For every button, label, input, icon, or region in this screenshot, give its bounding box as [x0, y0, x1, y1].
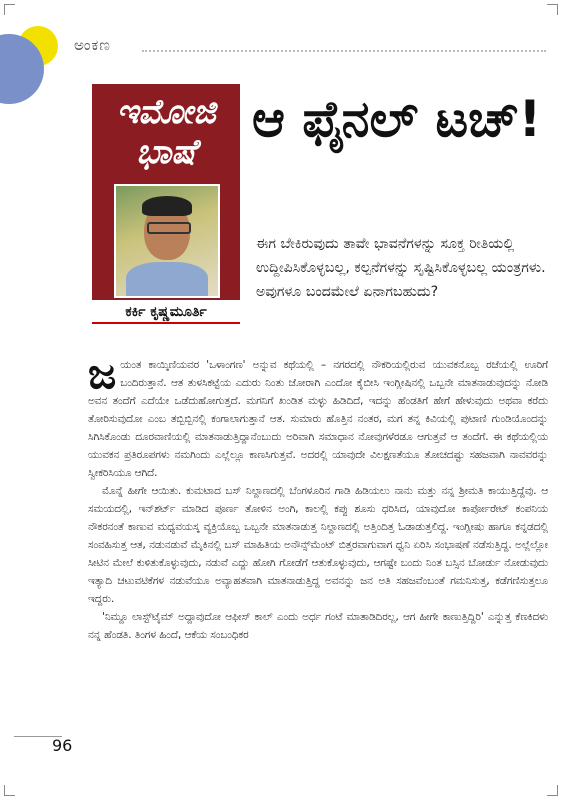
paragraph-3: 'ನಿಮ್ದೂ ಲಾಸ್ಟ್‌ಟೈಮ್ ಅದ್ದಾವುದೋ ಆಫೀಸ್ ಕಾಲ್ ಎಂದು ಅರ್ಧ ಗಂಟೆ ಮಾತಾಡಿದಿರಲ್ಲ, ಆಗ ಹೀಗೇ ಕಾಣುತ್ತಿದ್ದಿರಿ' ಎನ್ನುತ್ತ ಕೆಣಕಿದಳು ನನ್ನ ಹೆಂಡತಿ. ತಿಂಗಳ ಹಿಂದೆ, ಆಕೆಯ ಸಂಬಂಧಿಕರ — [88, 611, 548, 641]
column-name: ಇಮೋಜಿ ಭಾಷೆ — [116, 92, 216, 172]
paragraph-2: ಮೊನ್ನೆ ಹೀಗೇ ಆಯಿತು. ಕುಮಟಾದ ಬಸ್ ನಿಲ್ದಾಣದಲ್ಲಿ ಬೆಂಗಳೂರಿನ ಗಾಡಿ ಹಿಡಿಯಲು ನಾನು ಮತ್ತು ನನ್ನ ಶ್ರೀಮತಿ ಕಾಯುತ್ತಿದ್ದೆವು. ಆ ಸಮಯದಲ್ಲಿ, ಇನ್‌ಶರ್ಟ್ ಮಾಡಿದ ಪೂರ್ಣ ತೋಳಿನ ಅಂಗಿ, ಕಾಲಲ್ಲಿ ಕಪ್ಪು ಶೂಸು ಧರಿಸಿದ, ಯಾವುದೋ ಕಾರ್ಪೋರೇಟ್ ಕಂಪನಿಯ ನೌಕರನಂತೆ ಕಾಣುವ ಮಧ್ಯವಯಸ್ಕ ವ್ಯಕ್ತಿಯೊಬ್ಬ ಒಬ್ಬನೇ ಮಾತನಾಡುತ್ತ ನಿಲ್ದಾಣದಲ್ಲಿ ಅತ್ತಿಂದಿತ್ತ ಓಡಾಡುತ್ತಲಿದ್ದ. ಇಂಗ್ಲೀಷು ಹಾಗೂ ಕನ್ನಡದಲ್ಲಿ ಸಂವಹಿಸುತ್ತ ಆತ, ನಡುನಡುವೆ ಮೈಕಿನಲ್ಲಿ ಬಸ್ ಮಾಹಿತಿಯ ಅನೌನ್ಸ್‌ಮೆಂಟ್ ಬಿತ್ತರವಾಗುವಾಗ ಧ್ವನಿ ಏರಿಸಿ ಸಂಭಾಷಣೆ ನಡೆಸುತ್ತಿದ್ದ. ಅಲ್ಲೆಲ್ಲೋ ಸೀಟಿನ ಮೇಲೆ ಕುಳಿತುಕೊಳ್ಳುವುದು, ನಡುವೆ ಎದ್ದು ಹೋಗಿ ಗೋಡೆಗೆ ಆತುಕೊಳ್ಳುವುದು, ಆಗಷ್ಟೇ ಬಂದು ನಿಂತ ಬಸ್ಸಿನ ಬೋರ್ಡು ನೋಡುವುದು ಇತ್ಯಾದಿ ಚಟುವಟಿಕೆಗಳ ನಡುವೆಯೂ ಅವ್ಯಾಹತವಾಗಿ ಮಾತನಾಡುತ್ತಿದ್ದ ಅವನನ್ನು ಜನ ಅತಿ ಸಹಜವೆಂಬಂತೆ ಗಮನಿಸುತ್ತ, ಕಡೆಗಣಿಸುತ್ತಲೂ ಇದ್ದರು. — [88, 485, 548, 605]
photo-hair — [142, 196, 192, 216]
crop-mark-top-right — [547, 4, 558, 15]
photo-shirt — [126, 262, 208, 298]
author-name: ಕರ್ಕಿ ಕೃಷ್ಣಮೂರ್ತಿ — [125, 304, 207, 320]
standfirst: ಈಗ ಬೇಕಿರುವುದು ತಾವೇ ಭಾವನೆಗಳನ್ನು ಸೂಕ್ತ ರೀತಿಯಲ್ಲಿ ಉದ್ದೀಪಿಸಿಕೊಳ್ಳಬಲ್ಲ, ಕಲ್ಪನೆಗಳನ್ನು ಸೃಷ್ಟಿಸಿಕೊಳ್ಳಬಲ್ಲ ಯಂತ್ರಗಳು. ಅವುಗಳೂ ಬಂದಮೇಲೆ ಏನಾಗಬಹುದು? — [256, 236, 546, 300]
crop-mark-top-left — [4, 4, 15, 15]
author-underline — [92, 322, 240, 324]
drop-cap: ಜ — [88, 349, 117, 398]
column-banner — [92, 84, 240, 322]
crop-mark-bottom-left — [4, 785, 15, 796]
photo-glasses — [147, 222, 191, 234]
section-label: ಅಂಕಣ — [74, 36, 111, 54]
paragraph-1-text: ಯಂತ ಕಾಯ್ಕಿಣಿಯವರ 'ಒಳಾಂಗಣ' ಅನ್ನುವ ಕಥೆಯಲ್ಲಿ – ನಗರದಲ್ಲಿ ನೌಕರಿಯಲ್ಲಿರುವ ಯುವಕನೊಬ್ಬ ರಜೆಯಲ್ಲಿ ಊರಿಗೆ ಬಂದಿರುತ್ತಾನೆ. ಆತ ತುಳಸಿಕಟ್ಟೆಯ ಎದುರು ನಿಂತು ಜೋರಾಗಿ ಎಂದೋ ಕೈಬೀಸಿ ಇಂಗ್ಲೀಷಿನಲ್ಲಿ ಒಬ್ಬನೇ ಮಾತನಾಡುವುದನ್ನು ನೋಡಿ ಅವನ ತಂದೆಗೆ ಎದೆಯೇ ಒಡೆದುಹೋಗುತ್ತದೆ. ಮಗನಿಗೆ ಖಂಡಿತ ಮಳ್ಳು ಹಿಡಿದಿದೆ, ಇದನ್ನು ಹೆಂಡತಿಗೆ ಹೇಗೆ ಹೇಳುವುದು ಅಥವಾ ಕರೆದು ತೋರಿಸುವುದೋ ಎಂಬ ತಬ್ಬಿಬ್ಬಿನಲ್ಲಿ ಕಂಗಾಲಾಗುತ್ತಾನೆ ಆತ. ಸುಮಾರು ಹೊತ್ತಿನ ನಂತರ, ಮಗ ತನ್ನ ಕಿವಿಯಲ್ಲಿ ಪುಟಾಣಿ ಗುಂಡಿಯೊಂದನ್ನು ಸಿಗಿಸಿಕೊಂಡು ದೂರವಾಣಿಯಲ್ಲಿ ಮಾತನಾಡುತ್ತಿದ್ದಾನೆಂಬುದು ಅರಿವಾಗಿ ಸಮಾಧಾನ ನೋವುಗಳೆರಡೂ ಆಗುತ್ತವೆ ಆ ತಂದೆಗೆ. ಈ ಕಥೆಯಲ್ಲಿಯ ಯುವಕನ ಪ್ರತಿರೂಪಗಳು ನಮಗಿಂದು ಎಲ್ಲೆಲ್ಲೂ ಕಾಣಸಿಗುತ್ತವೆ. ಅದರಲ್ಲಿ ಯಾವುದೇ ವಿಲಕ್ಷಣತೆಯೂ ತೋಚದಷ್ಟು ಸಹಜವಾಗಿ ನಾವವರನ್ನು ಸ್ವೀಕರಿಸಿಯೂ ಆಗಿದೆ. — [88, 359, 548, 479]
paragraph-1 — [88, 349, 548, 482]
headline: ಆ ಫೈನಲ್ ಟಚ್! — [252, 90, 542, 148]
author-photo — [114, 184, 220, 298]
page-number: 96 — [52, 736, 73, 755]
header-dotted-rule — [142, 50, 546, 52]
article-body — [88, 349, 548, 644]
crop-mark-bottom-right — [547, 785, 558, 796]
